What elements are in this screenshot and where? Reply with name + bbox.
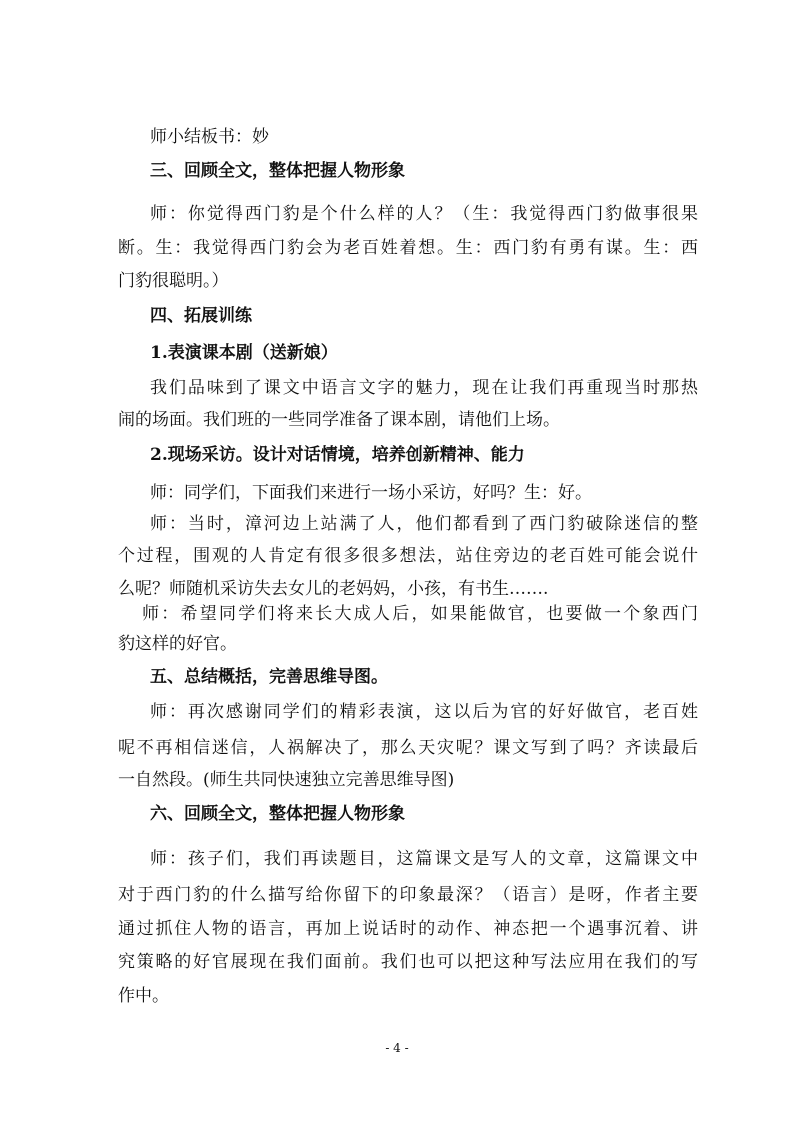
paragraph-line: 究策略的好官展现在我们面前。我们也可以把这种写法应用在我们的写 [118,952,698,972]
paragraph-line: 师：当时，漳河边上站满了人，他们都看到了西门豹破除迷信的整 [150,514,698,534]
paragraph-line: 么呢？师随机采访失去女儿的老妈妈，小孩，有书生……. [118,579,549,599]
page-number: - 4 - [385,1041,409,1055]
paragraph-line: 师：孩子们，我们再读题目，这篇课文是写人的文章，这篇课文中 [150,849,698,869]
paragraph-line: 豹这样的好官。 [118,634,237,654]
paragraph-line: 作中。 [118,986,169,1006]
paragraph-line: 呢不再相信迷信，人祸解决了，那么天灾呢？课文写到了吗？齐读最后 [118,738,698,758]
paragraph-line: 断。生：我觉得西门豹会为老百姓着想。生：西门豹有勇有谋。生：西 [118,238,698,258]
paragraph-line: 师：再次感谢同学们的精彩表演，这以后为官的好好做官，老百姓 [150,702,698,722]
paragraph-line: 对于西门豹的什么描写给你留下的印象最深？（语言）是呀，作者主要 [118,885,698,905]
section-heading-5: 五、总结概括，完善思维导图。 [150,667,388,687]
paragraph-line: 我们品味到了课文中语言文字的魅力，现在让我们再重现当时那热 [150,378,698,398]
paragraph-line: 个过程，围观的人肯定有很多很多想法，站住旁边的老百姓可能会说什 [118,546,698,566]
paragraph-line: 闹的场面。我们班的一些同学准备了课本剧，请他们上场。 [118,410,560,430]
paragraph-line: 门豹很聪明。） [118,271,229,291]
section-heading-4: 四、拓展训练 [150,306,252,326]
paragraph-line: 通过抓住人物的语言，再加上说话时的动作、神态把一个遇事沉着、讲 [118,919,698,939]
paragraph-line: 师：同学们，下面我们来进行一场小采访，好吗？生：好。 [150,483,592,503]
section-heading-3: 三、回顾全文，整体把握人物形象 [150,161,405,181]
subsection-heading-2: 2.现场采访。设计对话情境，培养创新精神、能力 [150,445,525,465]
section-heading-6: 六、回顾全文，整体把握人物形象 [150,804,405,824]
summary-blackboard-line: 师小结板书：妙 [150,127,269,147]
paragraph-line: 一自然段。(师生共同快速独立完善思维导图) [118,770,455,790]
subsection-heading-1: 1.表演课本剧（送新娘） [150,343,338,363]
paragraph-line: 师：希望同学们将来长大成人后，如果能做官，也要做一个象西门 [142,604,698,624]
paragraph-line: 师：你觉得西门豹是个什么样的人？（生：我觉得西门豹做事很果 [150,204,698,224]
